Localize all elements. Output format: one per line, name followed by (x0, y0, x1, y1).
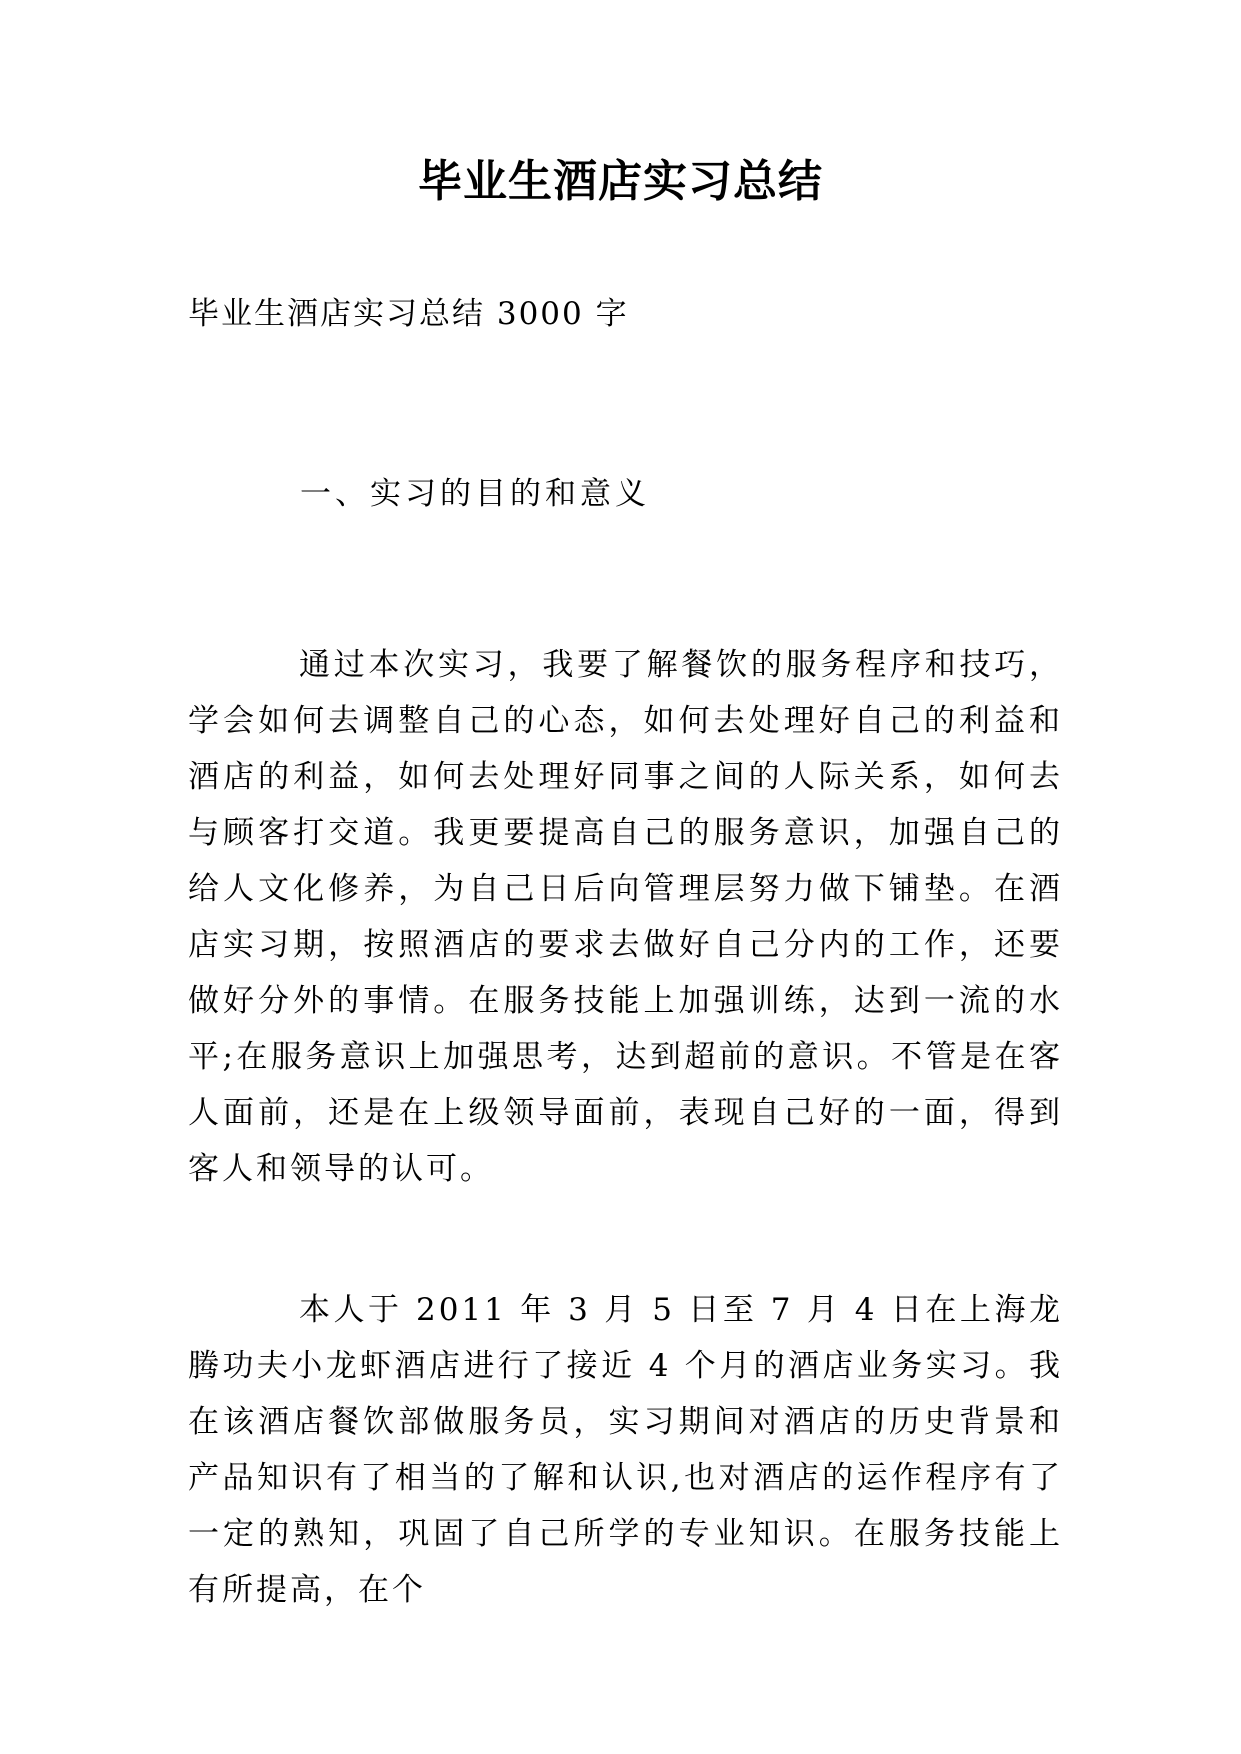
document-subtitle: 毕业生酒店实习总结 3000 字 (188, 296, 629, 332)
body-paragraph: 通过本次实习，我要了解餐饮的服务程序和技巧，学会如何去调整自己的心态，如何去处理好自己的利益和酒店的利益，如何去处理好同事之间的人际关系，如何去与顾客打交道。我更要提高自己的服务意识，加强自己的给人文化修养，为自己日后向管理层努力做下铺垫。在酒店实习期，按照酒店的要求去做好自己分内的工作，还要做好分外的事情。在服务技能上加强训练，达到一流的水平;在服务意识上加强思考，达到超前的意识。不管是在客人面前，还是在上级领导面前，表现自己好的一面，得到客人和领导的认可。 (188, 647, 1063, 1187)
body-paragraph: 本人于 2011 年 3 月 5 日至 7 月 4 日在上海龙腾功夫小龙虾酒店进行了接近 4 个月的酒店业务实习。我在该酒店餐饮部做服务员，实习期间对酒店的历史背景和产品知识有了相当的了解和认识,也对酒店的运作程序有了一定的熟知，巩固了自己所学的专业知识。在服务技能上有所提高，在个 (188, 1292, 1063, 1608)
document-title: 毕业生酒店实习总结 (418, 156, 823, 207)
section-heading: 一、实习的目的和意义 (300, 476, 650, 512)
